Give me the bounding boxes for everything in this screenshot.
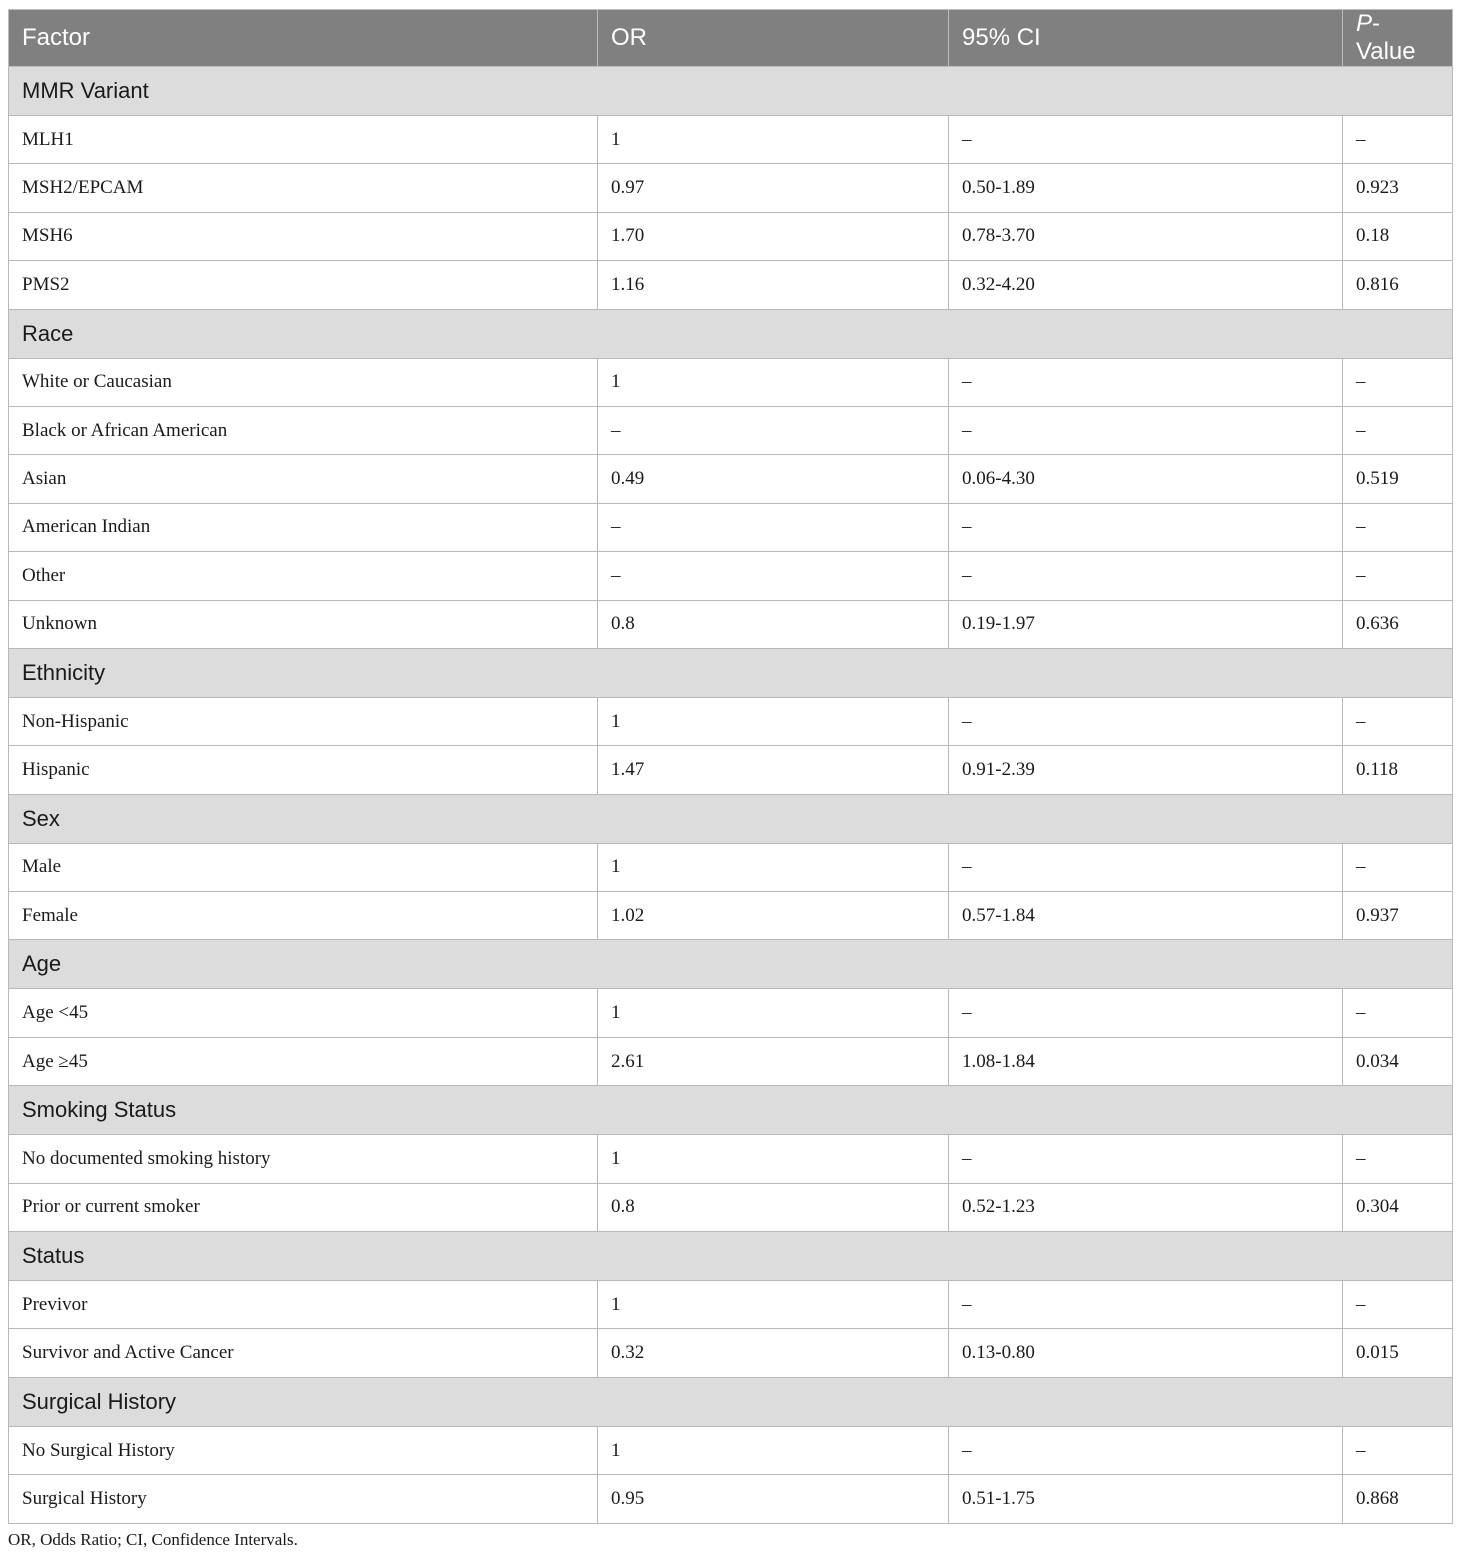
table-row <box>9 843 1453 891</box>
cell-or: 0.32 <box>598 1329 949 1377</box>
cell-p: 0.937 <box>1343 892 1453 940</box>
cell-or: 1 <box>598 697 949 745</box>
header-factor: Factor <box>9 10 598 67</box>
cell-p: 0.015 <box>1343 1329 1453 1377</box>
cell-factor: Male <box>9 843 598 891</box>
group-label: Status <box>9 1232 1453 1281</box>
group-header-row <box>9 794 1453 843</box>
cell-or: 1 <box>598 116 949 164</box>
table-row <box>9 1135 1453 1183</box>
cell-ci: – <box>949 1135 1343 1183</box>
cell-factor: MSH2/EPCAM <box>9 164 598 212</box>
table-row <box>9 989 1453 1037</box>
header-row <box>9 10 1453 67</box>
cell-p: – <box>1343 406 1453 454</box>
cell-ci: – <box>949 1281 1343 1329</box>
cell-factor: Black or African American <box>9 406 598 454</box>
group-header-row <box>9 1232 1453 1281</box>
group-header-row <box>9 648 1453 697</box>
cell-ci: 0.13-0.80 <box>949 1329 1343 1377</box>
cell-ci: 0.57-1.84 <box>949 892 1343 940</box>
table-row <box>9 552 1453 600</box>
cell-p: – <box>1343 358 1453 406</box>
table-header <box>9 10 1453 67</box>
cell-factor: Surgical History <box>9 1475 598 1523</box>
cell-p: 0.868 <box>1343 1475 1453 1523</box>
cell-factor: MSH6 <box>9 212 598 260</box>
cell-ci: – <box>949 989 1343 1037</box>
cell-p: 0.816 <box>1343 261 1453 309</box>
cell-ci: 0.19-1.97 <box>949 600 1343 648</box>
table-row <box>9 1281 1453 1329</box>
cell-or: 0.97 <box>598 164 949 212</box>
group-header-row <box>9 1377 1453 1426</box>
cell-or: 1 <box>598 358 949 406</box>
table-row <box>9 1329 1453 1377</box>
cell-p: – <box>1343 503 1453 551</box>
header-p-italic: P <box>1356 10 1373 37</box>
table-row <box>9 212 1453 260</box>
header-p-value <box>1343 10 1453 67</box>
odds-ratio-table <box>8 9 1453 1524</box>
group-header-row <box>9 940 1453 989</box>
cell-factor: Asian <box>9 455 598 503</box>
cell-ci: 0.50-1.89 <box>949 164 1343 212</box>
cell-ci: – <box>949 697 1343 745</box>
group-label: Smoking Status <box>9 1086 1453 1135</box>
cell-factor: Previvor <box>9 1281 598 1329</box>
cell-ci: – <box>949 552 1343 600</box>
cell-or: 1 <box>598 989 949 1037</box>
cell-factor: White or Caucasian <box>9 358 598 406</box>
group-label: Sex <box>9 794 1453 843</box>
group-header-row <box>9 309 1453 358</box>
cell-p: 0.636 <box>1343 600 1453 648</box>
cell-ci: – <box>949 503 1343 551</box>
cell-factor: Hispanic <box>9 746 598 794</box>
cell-factor: Female <box>9 892 598 940</box>
cell-p: – <box>1343 989 1453 1037</box>
table-row <box>9 503 1453 551</box>
cell-or: 0.8 <box>598 1183 949 1231</box>
cell-or: – <box>598 552 949 600</box>
cell-or: 1 <box>598 1135 949 1183</box>
cell-p: – <box>1343 1426 1453 1474</box>
group-label: MMR Variant <box>9 67 1453 116</box>
cell-p: – <box>1343 116 1453 164</box>
cell-or: 0.49 <box>598 455 949 503</box>
header-ci: 95% CI <box>949 10 1343 67</box>
cell-p: – <box>1343 843 1453 891</box>
cell-p: – <box>1343 552 1453 600</box>
cell-factor: MLH1 <box>9 116 598 164</box>
cell-factor: Survivor and Active Cancer <box>9 1329 598 1377</box>
cell-factor: No Surgical History <box>9 1426 598 1474</box>
table-row <box>9 892 1453 940</box>
group-label: Surgical History <box>9 1377 1453 1426</box>
table-row <box>9 406 1453 454</box>
cell-p: – <box>1343 1281 1453 1329</box>
group-label: Ethnicity <box>9 648 1453 697</box>
table-row <box>9 746 1453 794</box>
header-or: OR <box>598 10 949 67</box>
cell-p: 0.034 <box>1343 1037 1453 1085</box>
cell-factor: Other <box>9 552 598 600</box>
cell-p: 0.519 <box>1343 455 1453 503</box>
cell-p: – <box>1343 1135 1453 1183</box>
table-row <box>9 164 1453 212</box>
table-row <box>9 261 1453 309</box>
header-p-rest: -Value <box>1356 10 1416 65</box>
cell-factor: Age <45 <box>9 989 598 1037</box>
cell-p: 0.304 <box>1343 1183 1453 1231</box>
cell-or: – <box>598 406 949 454</box>
table-row <box>9 1475 1453 1523</box>
cell-factor: Unknown <box>9 600 598 648</box>
table-row <box>9 1037 1453 1085</box>
cell-or: 1 <box>598 843 949 891</box>
cell-or: 0.8 <box>598 600 949 648</box>
cell-or: – <box>598 503 949 551</box>
cell-ci: 0.06-4.30 <box>949 455 1343 503</box>
cell-or: 1.47 <box>598 746 949 794</box>
cell-or: 1.16 <box>598 261 949 309</box>
cell-ci: 0.91-2.39 <box>949 746 1343 794</box>
cell-ci: – <box>949 406 1343 454</box>
cell-or: 1.02 <box>598 892 949 940</box>
cell-or: 1 <box>598 1426 949 1474</box>
cell-ci: – <box>949 358 1343 406</box>
cell-or: 2.61 <box>598 1037 949 1085</box>
group-label: Race <box>9 309 1453 358</box>
cell-factor: Prior or current smoker <box>9 1183 598 1231</box>
table-body <box>9 67 1453 1524</box>
table-row <box>9 1426 1453 1474</box>
table-row <box>9 455 1453 503</box>
cell-ci: 0.51-1.75 <box>949 1475 1343 1523</box>
cell-factor: Age ≥45 <box>9 1037 598 1085</box>
cell-or: 1.70 <box>598 212 949 260</box>
cell-ci: 0.32-4.20 <box>949 261 1343 309</box>
cell-factor: Non-Hispanic <box>9 697 598 745</box>
cell-p: – <box>1343 697 1453 745</box>
cell-ci: – <box>949 1426 1343 1474</box>
cell-factor: PMS2 <box>9 261 598 309</box>
cell-or: 0.95 <box>598 1475 949 1523</box>
group-header-row <box>9 67 1453 116</box>
cell-ci: 0.78-3.70 <box>949 212 1343 260</box>
cell-ci: – <box>949 116 1343 164</box>
cell-factor: American Indian <box>9 503 598 551</box>
cell-p: 0.18 <box>1343 212 1453 260</box>
table-row <box>9 1183 1453 1231</box>
group-header-row <box>9 1086 1453 1135</box>
cell-ci: 1.08-1.84 <box>949 1037 1343 1085</box>
table-row <box>9 116 1453 164</box>
table-row <box>9 697 1453 745</box>
cell-or: 1 <box>598 1281 949 1329</box>
cell-factor: No documented smoking history <box>9 1135 598 1183</box>
odds-ratio-table-container <box>8 9 1452 1524</box>
cell-p: 0.923 <box>1343 164 1453 212</box>
cell-ci: 0.52-1.23 <box>949 1183 1343 1231</box>
cell-ci: – <box>949 843 1343 891</box>
table-row <box>9 358 1453 406</box>
cell-p: 0.118 <box>1343 746 1453 794</box>
table-row <box>9 600 1453 648</box>
group-label: Age <box>9 940 1453 989</box>
table-footnote: OR, Odds Ratio; CI, Confidence Intervals. <box>8 1530 298 1549</box>
